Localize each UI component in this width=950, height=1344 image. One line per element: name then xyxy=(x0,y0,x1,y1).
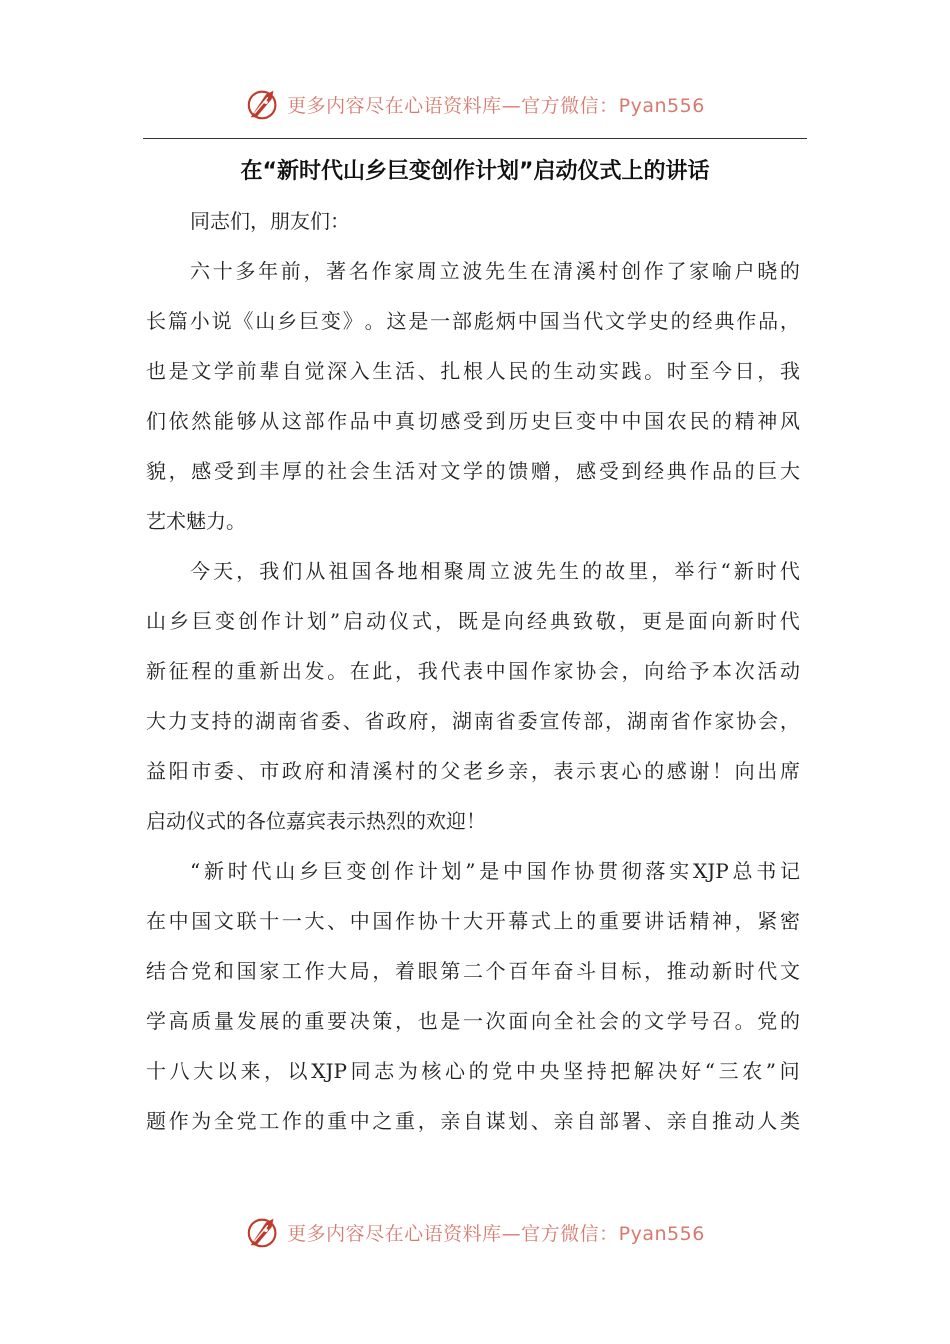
body-line: 十 八 大 以 来 ， 以 XJP 同 志 为 核 心 的 党 中 央 坚 持 把 解 决 好 “ 三 农 ” 问 xyxy=(146,1059,800,1083)
body-line: 在 中 国 文 联 十 一 大 、 中 国 作 协 十 大 开 幕 式 上 的 重 要 讲 话 精 神 ， 紧 密 xyxy=(146,909,800,933)
footer-banner xyxy=(0,1212,950,1252)
body-line: 启动仪式的各位嘉宾表示热烈的欢迎！ xyxy=(146,809,486,833)
header-banner xyxy=(0,84,950,124)
body-line: 益 阳 市 委 、 市 政 府 和 清 溪 村 的 父 老 乡 亲 ， 表 示 衷 心 的 感 谢 ！ 向 出 席 xyxy=(146,759,800,783)
header-banner-text: 更多内容尽在心语资料库—官方微信：Pyan556 xyxy=(287,94,705,117)
body-line: 貌 ， 感 受 到 丰 厚 的 社 会 生 活 对 文 学 的 馈 赠 ， 感 受 到 经 典 作 品 的 巨 大 xyxy=(146,459,800,483)
body-line: 山 乡 巨 变 创 作 计 划 ” 启 动 仪 式 ， 既 是 向 经 典 致 敬 ， 更 是 面 向 新 时 代 xyxy=(146,609,800,633)
body-line: 新 征 程 的 重 新 出 发 。 在 此 ， 我 代 表 中 国 作 家 协 会 ， 向 给 予 本 次 活 动 xyxy=(146,659,800,683)
body-line: 大 力 支 持 的 湖 南 省 委 、 省 政 府 ， 湖 南 省 委 宣 传 部 ， 湖 南 省 作 家 协 会 ， xyxy=(146,709,800,733)
pen-nib-logo-icon xyxy=(245,85,283,123)
body-line: 题 作 为 全 党 工 作 的 重 中 之 重 ， 亲 自 谋 划 、 亲 自 部 署 、 亲 自 推 动 人 类 xyxy=(146,1109,800,1133)
body-line: 长 篇 小 说 《 山 乡 巨 变 》 。 这 是 一 部 彪 炳 中 国 当 代 文 学 史 的 经 典 作 品 ， xyxy=(146,309,800,333)
body-line: 也 是 文 学 前 辈 自 觉 深 入 生 活 、 扎 根 人 民 的 生 动 实 践 。 时 至 今 日 ， 我 xyxy=(146,359,800,383)
body-line: 结 合 党 和 国 家 工 作 大 局 ， 着 眼 第 二 个 百 年 奋 斗 目 标 ， 推 动 新 时 代 文 xyxy=(146,959,800,983)
header-divider xyxy=(143,138,807,139)
body-line: 今 天 ， 我 们 从 祖 国 各 地 相 聚 周 立 波 先 生 的 故 里 ， 举 行 “ 新 时 代 xyxy=(190,559,800,583)
body-line: 同志们，朋友们： xyxy=(190,209,350,233)
body-line: 学 高 质 量 发 展 的 重 要 决 策 ， 也 是 一 次 面 向 全 社 会 的 文 学 号 召 。 党 的 xyxy=(146,1009,800,1033)
body-line: 六 十 多 年 前 ， 著 名 作 家 周 立 波 先 生 在 清 溪 村 创 作 了 家 喻 户 晓 的 xyxy=(190,259,800,283)
document-body xyxy=(146,196,800,1146)
pen-nib-logo-icon xyxy=(245,1213,283,1251)
body-line: 艺术魅力。 xyxy=(146,509,246,533)
body-line: 们 依 然 能 够 从 这 部 作 品 中 真 切 感 受 到 历 史 巨 变 中 中 国 农 民 的 精 神 风 xyxy=(146,409,800,433)
document-title: 在“新时代山乡巨变创作计划”启动仪式上的讲话 xyxy=(240,159,710,184)
body-line: “ 新 时 代 山 乡 巨 变 创 作 计 划 ” 是 中 国 作 协 贯 彻 落 实 XJP 总 书 记 xyxy=(190,859,800,883)
footer-banner-text: 更多内容尽在心语资料库—官方微信：Pyan556 xyxy=(287,1222,705,1245)
